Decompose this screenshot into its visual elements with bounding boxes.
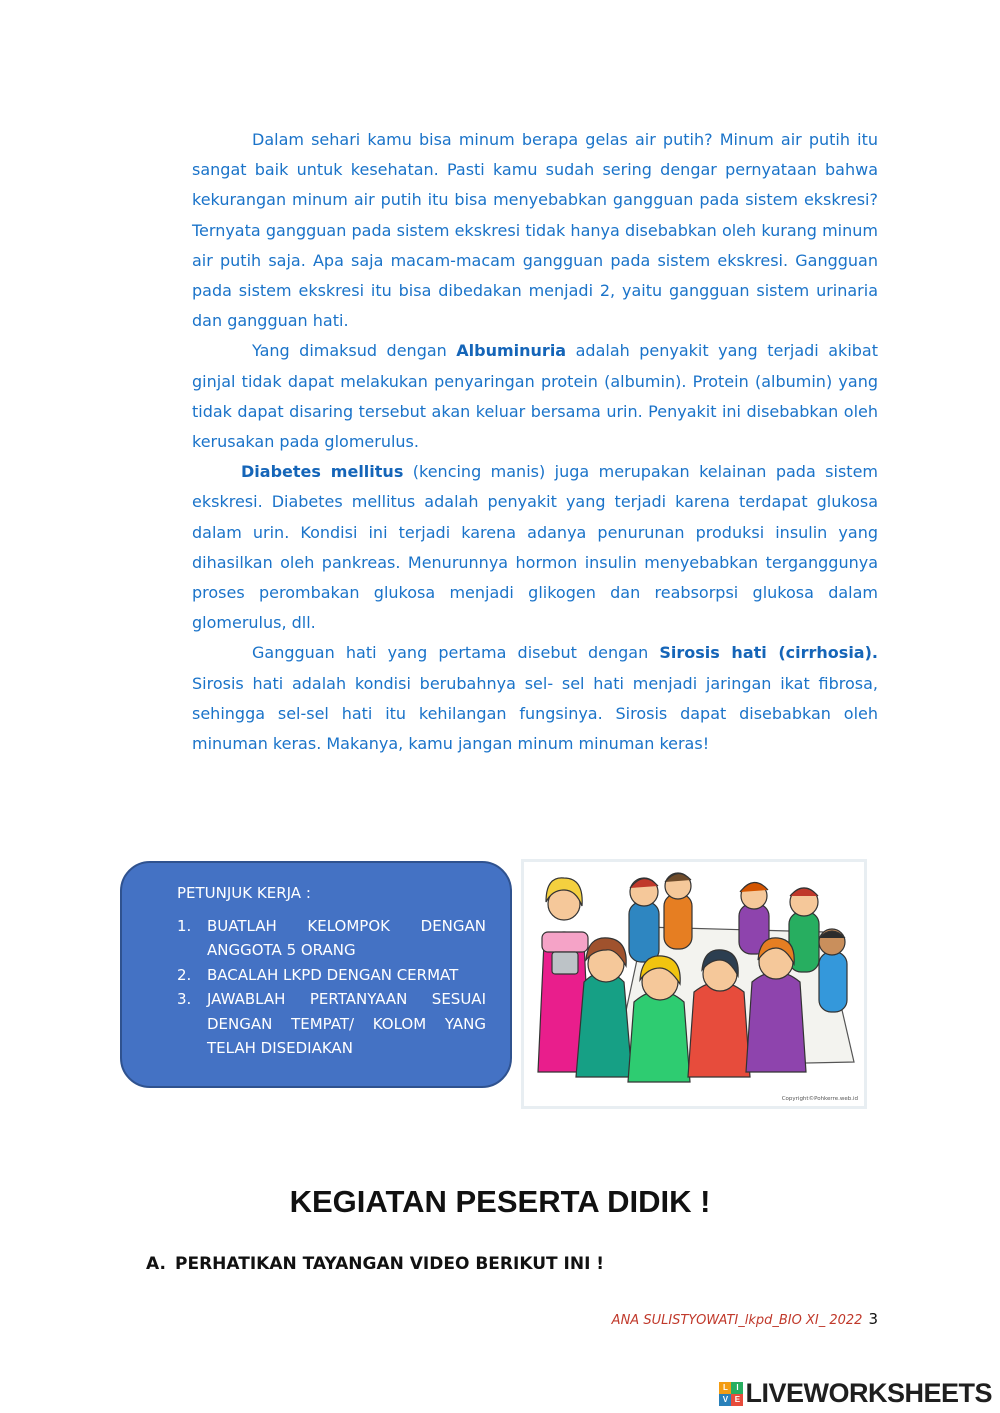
- term-albuminuria: Albuminuria: [456, 341, 567, 361]
- term-sirosis: Sirosis hati (cirrhosia).: [659, 643, 878, 663]
- instruction-number: 2.: [177, 965, 192, 984]
- page-footer: [612, 1310, 878, 1328]
- brand-name: LIVEWORKSHEETS: [745, 1378, 992, 1408]
- instruction-item: [177, 914, 486, 963]
- instructions-title: PETUNJUK KERJA :: [177, 884, 311, 902]
- activity-title: KEGIATAN PESERTA DIDIK !: [289, 1184, 711, 1219]
- paragraph-diabetes: [192, 457, 878, 638]
- section-letter: A.: [146, 1254, 166, 1274]
- group-discussion-illustration: [521, 859, 867, 1109]
- footer-credit: ANA SULISTYOWATI_lkpd_BIO XI_ 2022: [611, 1313, 863, 1328]
- instructions-box: [120, 861, 512, 1088]
- instruction-text: BACALAH LKPD DENGAN CERMAT: [207, 965, 459, 984]
- instruction-text: JAWABLAH PERTANYAAN SESUAI DENGAN TEMPAT/ KOLOM YANG TELAH DISEDIAKAN: [207, 990, 486, 1057]
- section-text: PERHATIKAN TAYANGAN VIDEO BERIKUT INI !: [175, 1254, 605, 1274]
- logo-letter: V: [719, 1394, 731, 1406]
- paragraph-albuminuria: [192, 336, 878, 457]
- reading-text: [192, 125, 878, 759]
- group-discussion-icon: [524, 862, 864, 1106]
- instruction-text: BUATLAH KELOMPOK DENGAN ANGGOTA 5 ORANG: [207, 916, 486, 959]
- instruction-number: 1.: [177, 916, 192, 935]
- logo-letter: I: [731, 1382, 743, 1394]
- logo-letter: L: [719, 1382, 731, 1394]
- paragraph-text: Gangguan hati yang pertama disebut dengan: [252, 643, 660, 663]
- logo-letter: E: [731, 1394, 743, 1406]
- page-number: 3: [868, 1310, 878, 1328]
- paragraph-text: Yang dimaksud dengan: [252, 341, 457, 361]
- liveworksheets-icon: [719, 1382, 743, 1406]
- term-diabetes: Diabetes mellitus: [241, 462, 404, 482]
- instructions-list: [177, 914, 486, 1061]
- paragraph-text: Sirosis hati adalah kondisi berubahnya sel- sel hati menjadi jaringan ikat fibrosa, sehingga sel-sel hati itu kehilangan fungsinya. Sirosis dapat disebabkan oleh minuman keras. Makanya, kamu jangan minum minuman keras!: [192, 673, 878, 754]
- paragraph-text: adalah penyakit yang terjadi akibat ginjal tidak dapat melakukan penyaringan protein (albumin). Protein (albumin) yang tidak dapat disaring tersebut akan keluar bersama urin. Penyakit ini disebabkan oleh kerusakan pada glomerulus.: [192, 341, 878, 452]
- liveworksheets-logo[interactable]: [719, 1378, 992, 1409]
- illustration-copyright: Copyright©Pohkerre.web.id: [781, 1096, 858, 1102]
- instruction-number: 3.: [177, 990, 192, 1008]
- paragraph-text: (kencing manis) juga merupakan kelainan pada sistem ekskresi. Diabetes mellitus adalah penyakit yang terjadi karena terdapat glukosa dalam urin. Kondisi ini terjadi karena adanya penurunan produksi insulin yang dihasilkan oleh pankreas. Menurunnya hormon insulin menyebabkan terganggunya proses perombakan glukosa menjadi glikogen dan reabsorpsi glukosa dalam glomerulus, dll.: [192, 462, 879, 633]
- section-heading: [146, 1254, 604, 1274]
- instruction-item: [177, 963, 486, 988]
- paragraph-sirosis: [192, 638, 878, 759]
- paragraph-intro: Dalam sehari kamu bisa minum berapa gelas air putih? Minum air putih itu sangat baik untuk kesehatan. Pasti kamu sudah sering dengar pernyataan bahwa kekurangan minum air putih itu bisa menyebabkan gangguan pada sistem ekskresi? Ternyata gangguan pada sistem ekskresi tidak hanya disebabkan oleh kurang minum air putih saja. Apa saja macam-macam gangguan pada sistem ekskresi. Gangguan pada sistem ekskresi itu bisa dibedakan menjadi 2, yaitu gangguan sistem urinaria dan gangguan hati.: [192, 130, 878, 331]
- instruction-item: [177, 987, 486, 1061]
